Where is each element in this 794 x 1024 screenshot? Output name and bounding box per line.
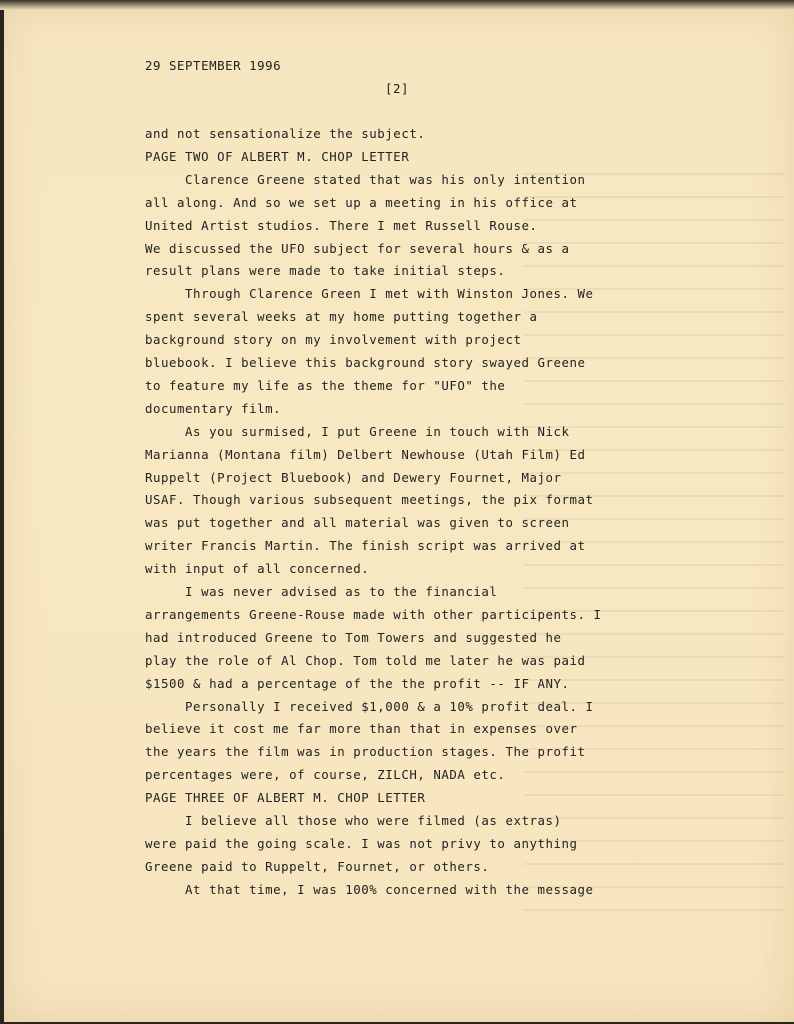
body-line: play the role of Al Chop. Tom told me later he was paid: [145, 652, 586, 668]
body-line: I was never advised as to the financial: [145, 584, 498, 599]
body-line: writer Francis Martin. The finish script was arrived at: [145, 538, 586, 554]
letter-date: 29 SEPTEMBER 1996: [145, 58, 282, 73]
body-line: and not sensationalize the subject.: [145, 126, 426, 141]
body-line: all along. And so we set up a meeting in his office at: [145, 194, 578, 210]
body-line: documentary film.: [145, 400, 282, 416]
body-line: had introduced Greene to Tom Towers and suggested he: [145, 629, 562, 645]
body-line: the years the film was in production stages. The profit: [145, 744, 586, 760]
page-number: [2]: [385, 81, 410, 96]
body-line: with input of all concerned.: [145, 561, 370, 577]
body-line: $1500 & had a percentage of the the profit -- IF ANY.: [145, 675, 570, 691]
body-line: believe it cost me far more than that in expenses over: [145, 721, 578, 737]
body-line: Through Clarence Green I met with Winston Jones. We: [145, 286, 594, 302]
body-line: At that time, I was 100% concerned with the message: [145, 881, 594, 897]
body-line: Greene paid to Ruppelt, Fournet, or others.: [145, 858, 490, 874]
body-line: percentages were, of course, ZILCH, NADA etc.: [145, 767, 506, 783]
body-line: USAF. Though various subsequent meetings, the pix format: [145, 492, 594, 508]
body-line: Marianna (Montana film) Delbert Newhouse (Utah Film) Ed: [145, 446, 586, 462]
body-line: PAGE THREE OF ALBERT M. CHOP LETTER: [145, 790, 426, 806]
body-line: We discussed the UFO subject for several hours & as a: [145, 240, 570, 256]
bleed-through-text: [524, 156, 784, 916]
letter-text: [145, 0, 602, 897]
body-line: bluebook. I believe this background story swayed Greene: [145, 355, 586, 370]
body-line: result plans were made to take initial steps.: [145, 263, 506, 279]
body-line: I believe all those who were filmed (as extras): [145, 813, 562, 828]
body-line: Clarence Greene stated that was his only intention: [145, 171, 586, 187]
body-line: was put together and all material was given to screen: [145, 515, 570, 531]
body-line: PAGE TWO OF ALBERT M. CHOP LETTER: [145, 148, 410, 164]
body-line: were paid the going scale. I was not privy to anything: [145, 835, 578, 851]
body-line: As you surmised, I put Greene in touch with Nick: [145, 423, 570, 439]
body-line: spent several weeks at my home putting together a: [145, 309, 538, 325]
body-line: Ruppelt (Project Bluebook) and Dewery Fournet, Major: [145, 469, 562, 485]
body-line: arrangements Greene-Rouse made with other participents. I: [145, 606, 602, 622]
body-line: Personally I received $1,000 & a 10% profit deal. I: [145, 698, 594, 714]
body-line: to feature my life as the theme for "UFO" the: [145, 377, 506, 393]
body-line: background story on my involvement with project: [145, 332, 522, 348]
page-top-edge: [0, 0, 794, 10]
body-line: United Artist studios. There I met Russell Rouse.: [145, 217, 538, 233]
